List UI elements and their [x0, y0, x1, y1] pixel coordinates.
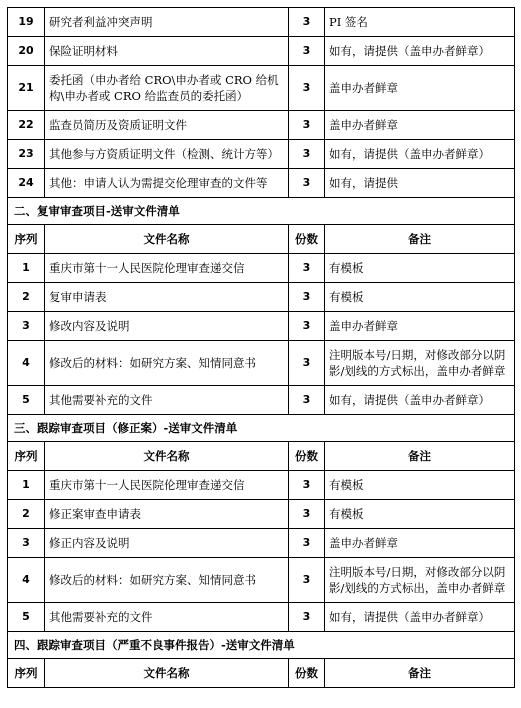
file-name: 修正内容及说明 [45, 529, 289, 558]
remark: 盖申办者鲜章 [325, 66, 515, 111]
remark: 注明版本号/日期，对修改部分以阴影/划线的方式标出，盖申办者鲜章 [325, 341, 515, 386]
remark: 有模板 [325, 254, 515, 283]
table-row [8, 558, 515, 603]
table-header-row [8, 225, 515, 254]
row-number: 1 [8, 254, 45, 283]
table-row [8, 37, 515, 66]
table-row [8, 341, 515, 386]
header-no: 序列 [8, 225, 45, 254]
section-title: 三、跟踪审查项目（修正案）-送审文件清单 [8, 415, 515, 442]
header-no: 序列 [8, 442, 45, 471]
copy-count: 3 [289, 341, 325, 386]
remark: 有模板 [325, 471, 515, 500]
file-name: 其他参与方资质证明文件（检测、统计方等） [45, 140, 289, 169]
copy-count: 3 [289, 140, 325, 169]
remark: 盖申办者鲜章 [325, 312, 515, 341]
row-number: 21 [8, 66, 45, 111]
file-name: 修改后的材料：如研究方案、知情同意书 [45, 558, 289, 603]
file-name: 保险证明材料 [45, 37, 289, 66]
table-header-row [8, 659, 515, 688]
row-number: 22 [8, 111, 45, 140]
copy-count: 3 [289, 8, 325, 37]
remark: 盖申办者鲜章 [325, 529, 515, 558]
header-note: 备注 [325, 442, 515, 471]
remark: 有模板 [325, 283, 515, 312]
row-number: 20 [8, 37, 45, 66]
header-count: 份数 [289, 442, 325, 471]
section-title-row [8, 632, 515, 659]
header-no: 序列 [8, 659, 45, 688]
file-name: 其他：申请人认为需提交伦理审查的文件等 [45, 169, 289, 198]
table-row [8, 111, 515, 140]
remark: 如有，请提供（盖申办者鲜章） [325, 603, 515, 632]
copy-count: 3 [289, 529, 325, 558]
file-name: 复审申请表 [45, 283, 289, 312]
row-number: 19 [8, 8, 45, 37]
header-note: 备注 [325, 659, 515, 688]
row-number: 2 [8, 500, 45, 529]
table-row [8, 500, 515, 529]
table-row [8, 254, 515, 283]
copy-count: 3 [289, 386, 325, 415]
row-number: 5 [8, 603, 45, 632]
header-note: 备注 [325, 225, 515, 254]
file-name: 修正案审查申请表 [45, 500, 289, 529]
copy-count: 3 [289, 66, 325, 111]
copy-count: 3 [289, 169, 325, 198]
table-row [8, 283, 515, 312]
file-name: 研究者利益冲突声明 [45, 8, 289, 37]
remark: 如有，请提供（盖申办者鲜章） [325, 140, 515, 169]
remark: 盖申办者鲜章 [325, 111, 515, 140]
copy-count: 3 [289, 283, 325, 312]
row-number: 3 [8, 529, 45, 558]
file-name: 其他需要补充的文件 [45, 603, 289, 632]
table-row [8, 386, 515, 415]
file-name: 修改后的材料：如研究方案、知情同意书 [45, 341, 289, 386]
row-number: 24 [8, 169, 45, 198]
remark: PI 签名 [325, 8, 515, 37]
file-name: 重庆市第十一人民医院伦理审查递交信 [45, 254, 289, 283]
table-header-row [8, 442, 515, 471]
copy-count: 3 [289, 500, 325, 529]
remark: 有模板 [325, 500, 515, 529]
section-title: 四、跟踪审查项目（严重不良事件报告）-送审文件清单 [8, 632, 515, 659]
row-number: 2 [8, 283, 45, 312]
header-name: 文件名称 [45, 659, 289, 688]
header-name: 文件名称 [45, 225, 289, 254]
remark: 如有，请提供（盖申办者鲜章） [325, 386, 515, 415]
document-table [7, 7, 515, 688]
row-number: 3 [8, 312, 45, 341]
copy-count: 3 [289, 603, 325, 632]
copy-count: 3 [289, 312, 325, 341]
remark: 如有，请提供（盖申办者鲜章） [325, 37, 515, 66]
row-number: 23 [8, 140, 45, 169]
header-count: 份数 [289, 225, 325, 254]
file-name: 监查员简历及资质证明文件 [45, 111, 289, 140]
file-name: 修改内容及说明 [45, 312, 289, 341]
copy-count: 3 [289, 558, 325, 603]
row-number: 1 [8, 471, 45, 500]
table-row [8, 529, 515, 558]
section-title-row [8, 198, 515, 225]
copy-count: 3 [289, 37, 325, 66]
copy-count: 3 [289, 471, 325, 500]
row-number: 4 [8, 558, 45, 603]
table-row [8, 8, 515, 37]
row-number: 5 [8, 386, 45, 415]
section-title-row [8, 415, 515, 442]
table-row [8, 169, 515, 198]
table-row [8, 312, 515, 341]
file-name: 其他需要补充的文件 [45, 386, 289, 415]
header-count: 份数 [289, 659, 325, 688]
table-row [8, 603, 515, 632]
table-row [8, 140, 515, 169]
file-name: 委托函（申办者给 CRO\申办者或 CRO 给机构\申办者或 CRO 给监查员的委托函） [45, 66, 289, 111]
file-name: 重庆市第十一人民医院伦理审查递交信 [45, 471, 289, 500]
header-name: 文件名称 [45, 442, 289, 471]
row-number: 4 [8, 341, 45, 386]
table-row [8, 471, 515, 500]
section-title: 二、复审审查项目-送审文件清单 [8, 198, 515, 225]
remark: 注明版本号/日期，对修改部分以阴影/划线的方式标出，盖申办者鲜章 [325, 558, 515, 603]
remark: 如有，请提供 [325, 169, 515, 198]
copy-count: 3 [289, 111, 325, 140]
copy-count: 3 [289, 254, 325, 283]
table-row [8, 66, 515, 111]
